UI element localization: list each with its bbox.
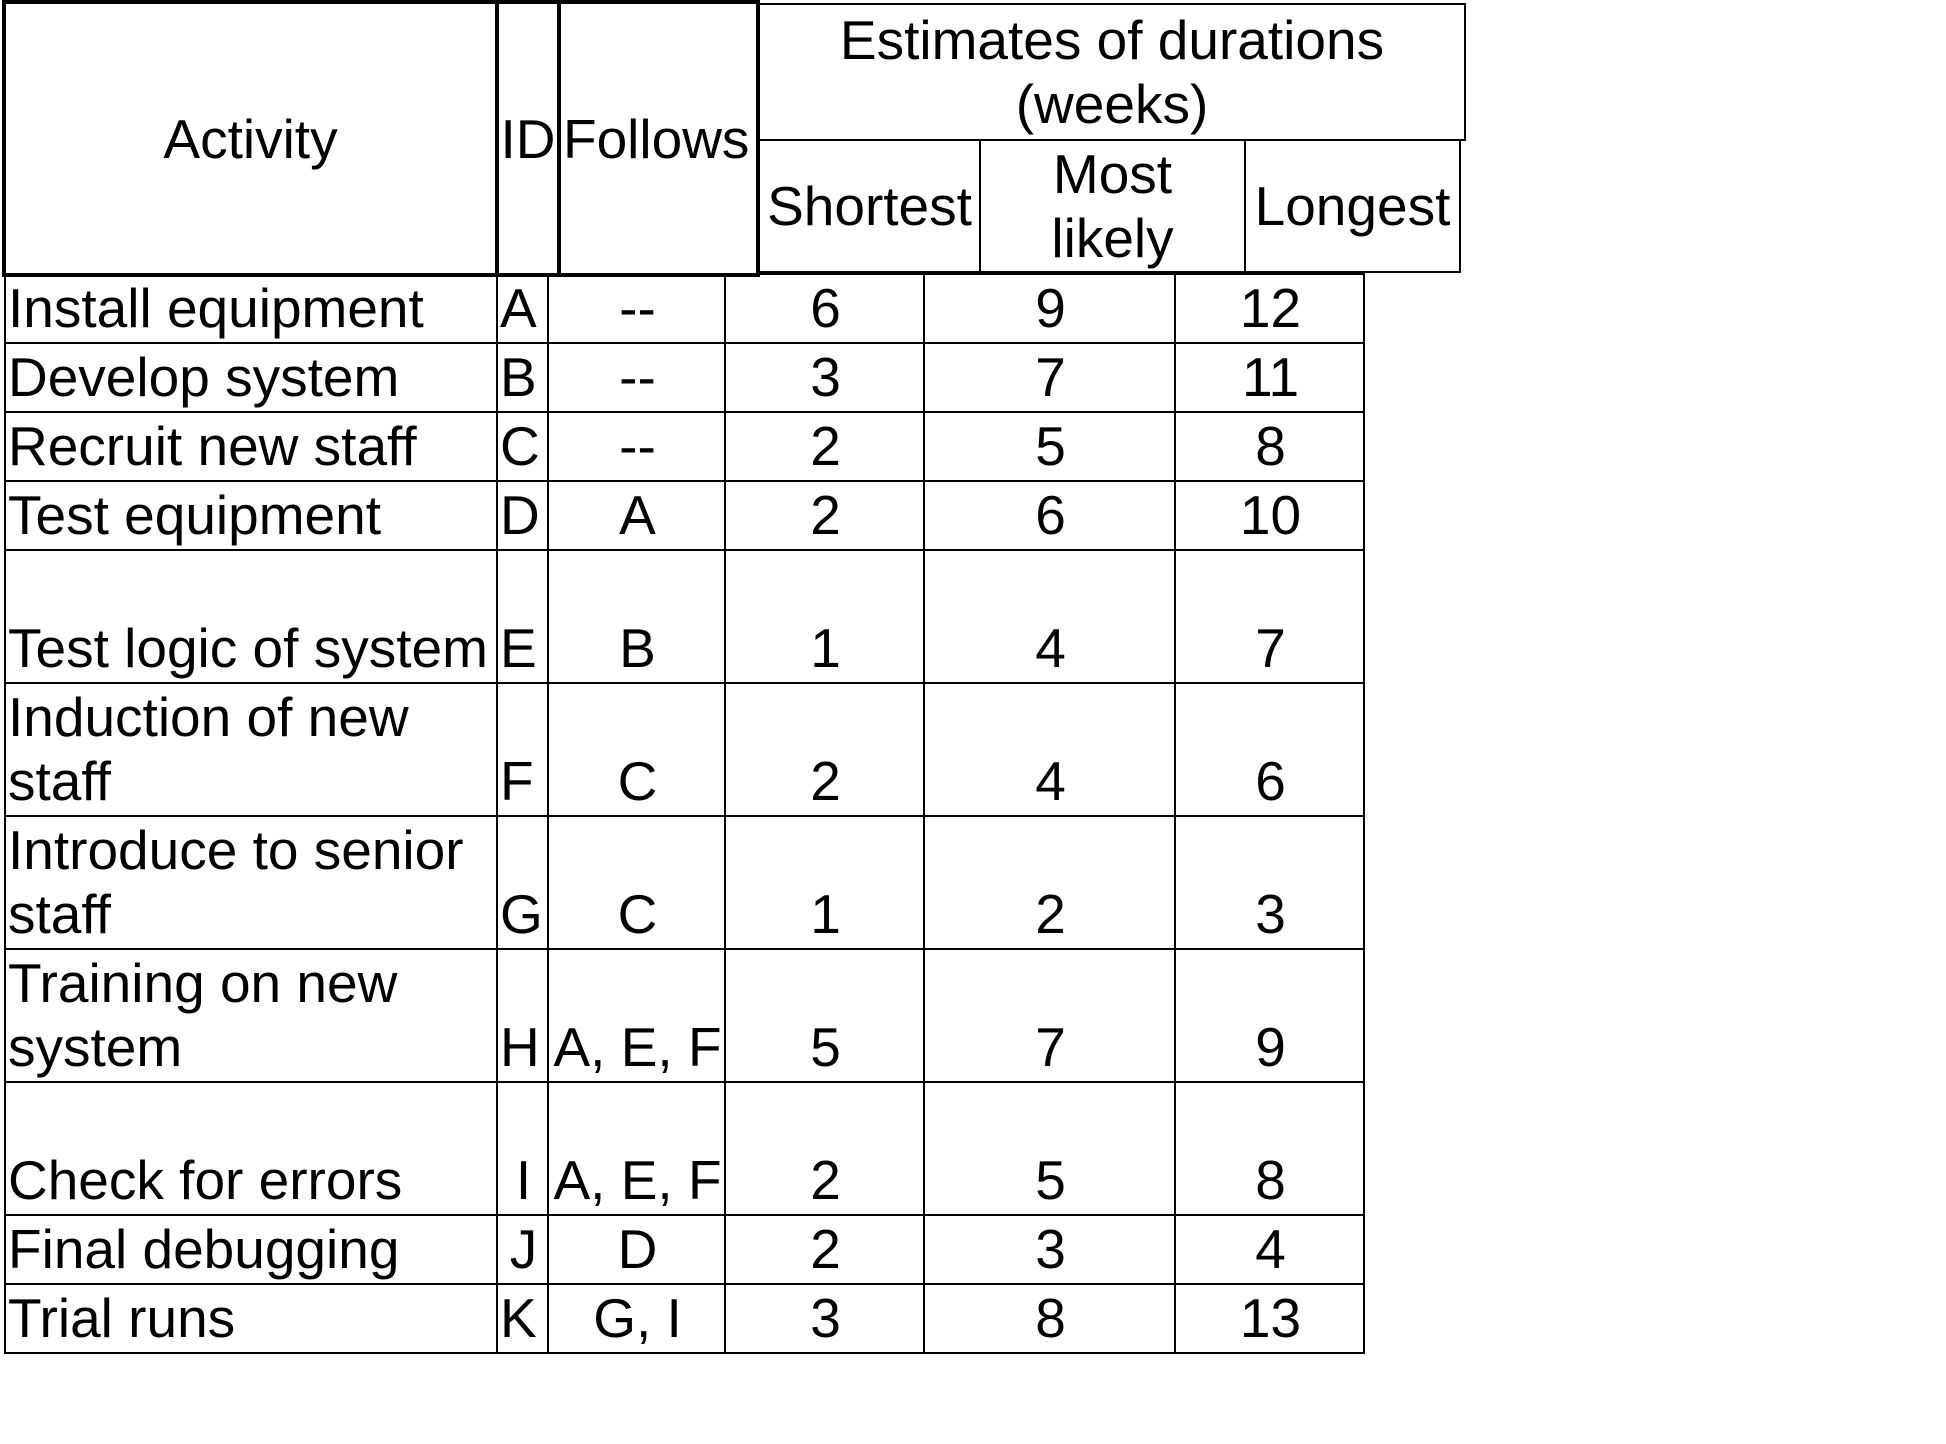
activity-cell: Induction of new staff	[5, 683, 497, 816]
longest-cell: 13	[1175, 1284, 1364, 1353]
most-likely-cell: 2	[924, 816, 1175, 949]
most-likely-cell: 8	[924, 1284, 1175, 1353]
header-estimates-line1: Estimates of durations	[839, 9, 1385, 71]
id-cell: B	[497, 343, 548, 412]
table-row	[5, 1082, 1364, 1215]
table-row	[5, 550, 1364, 683]
follows-cell: A, E, F	[548, 1082, 725, 1215]
id-cell: J	[497, 1215, 548, 1284]
longest-cell: 10	[1175, 481, 1364, 550]
header-longest	[1244, 139, 1461, 273]
table-row	[5, 343, 1364, 412]
activity-cell: Check for errors	[5, 1082, 497, 1215]
follows-cell: A	[548, 481, 725, 550]
table-row	[5, 816, 1364, 949]
header-shortest-label: Shortest	[767, 175, 972, 237]
activity-cell: Recruit new staff	[5, 412, 497, 481]
id-cell: C	[497, 412, 548, 481]
header-most-likely-line2: likely	[1051, 207, 1174, 269]
table-row	[5, 949, 1364, 1082]
longest-cell: 4	[1175, 1215, 1364, 1284]
header-most-likely	[979, 139, 1246, 273]
header-estimates	[758, 3, 1466, 141]
most-likely-cell: 4	[924, 550, 1175, 683]
most-likely-cell: 7	[924, 949, 1175, 1082]
table-row	[5, 481, 1364, 550]
follows-cell: --	[548, 274, 725, 343]
shortest-cell: 2	[725, 412, 924, 481]
header-activity	[2, 0, 499, 277]
activity-table	[4, 273, 1365, 1354]
header-id	[495, 0, 561, 277]
follows-cell: --	[548, 343, 725, 412]
header-activity-label: Activity	[163, 107, 338, 170]
header-shortest	[758, 139, 981, 273]
id-cell: E	[497, 550, 548, 683]
id-cell: A	[497, 274, 548, 343]
id-cell: I	[497, 1082, 548, 1215]
most-likely-cell: 7	[924, 343, 1175, 412]
id-cell: H	[497, 949, 548, 1082]
follows-cell: A, E, F	[548, 949, 725, 1082]
longest-cell: 12	[1175, 274, 1364, 343]
most-likely-cell: 9	[924, 274, 1175, 343]
shortest-cell: 1	[725, 550, 924, 683]
table-row	[5, 1215, 1364, 1284]
longest-cell: 7	[1175, 550, 1364, 683]
shortest-cell: 2	[725, 1215, 924, 1284]
longest-cell: 8	[1175, 412, 1364, 481]
follows-cell: B	[548, 550, 725, 683]
table-row	[5, 412, 1364, 481]
activity-cell: Trial runs	[5, 1284, 497, 1353]
header-follows	[557, 0, 760, 277]
table-row	[5, 683, 1364, 816]
header-id-label: ID	[500, 107, 556, 170]
follows-cell: G, I	[548, 1284, 725, 1353]
id-cell: D	[497, 481, 548, 550]
most-likely-cell: 5	[924, 1082, 1175, 1215]
most-likely-cell: 4	[924, 683, 1175, 816]
follows-cell: --	[548, 412, 725, 481]
follows-cell: C	[548, 816, 725, 949]
id-cell: F	[497, 683, 548, 816]
shortest-cell: 2	[725, 683, 924, 816]
activity-cell: Introduce to senior staff	[5, 816, 497, 949]
shortest-cell: 3	[725, 1284, 924, 1353]
id-cell: K	[497, 1284, 548, 1353]
shortest-cell: 6	[725, 274, 924, 343]
header-most-likely-line1: Most	[1052, 143, 1173, 205]
shortest-cell: 2	[725, 1082, 924, 1215]
longest-cell: 6	[1175, 683, 1364, 816]
activity-cell: Develop system	[5, 343, 497, 412]
activity-cell: Test equipment	[5, 481, 497, 550]
shortest-cell: 3	[725, 343, 924, 412]
most-likely-cell: 5	[924, 412, 1175, 481]
header-longest-label: Longest	[1254, 175, 1451, 237]
header-follows-label: Follows	[563, 107, 750, 170]
most-likely-cell: 3	[924, 1215, 1175, 1284]
id-cell: G	[497, 816, 548, 949]
follows-cell: D	[548, 1215, 725, 1284]
longest-cell: 3	[1175, 816, 1364, 949]
longest-cell: 9	[1175, 949, 1364, 1082]
activity-cell: Test logic of system	[5, 550, 497, 683]
header-estimates-line2: (weeks)	[1015, 73, 1209, 135]
activity-cell: Install equipment	[5, 274, 497, 343]
follows-cell: C	[548, 683, 725, 816]
activity-cell: Final debugging	[5, 1215, 497, 1284]
table-row	[5, 274, 1364, 343]
longest-cell: 8	[1175, 1082, 1364, 1215]
shortest-cell: 1	[725, 816, 924, 949]
table-row	[5, 1284, 1364, 1353]
longest-cell: 11	[1175, 343, 1364, 412]
activity-cell: Training on new system	[5, 949, 497, 1082]
shortest-cell: 2	[725, 481, 924, 550]
most-likely-cell: 6	[924, 481, 1175, 550]
shortest-cell: 5	[725, 949, 924, 1082]
